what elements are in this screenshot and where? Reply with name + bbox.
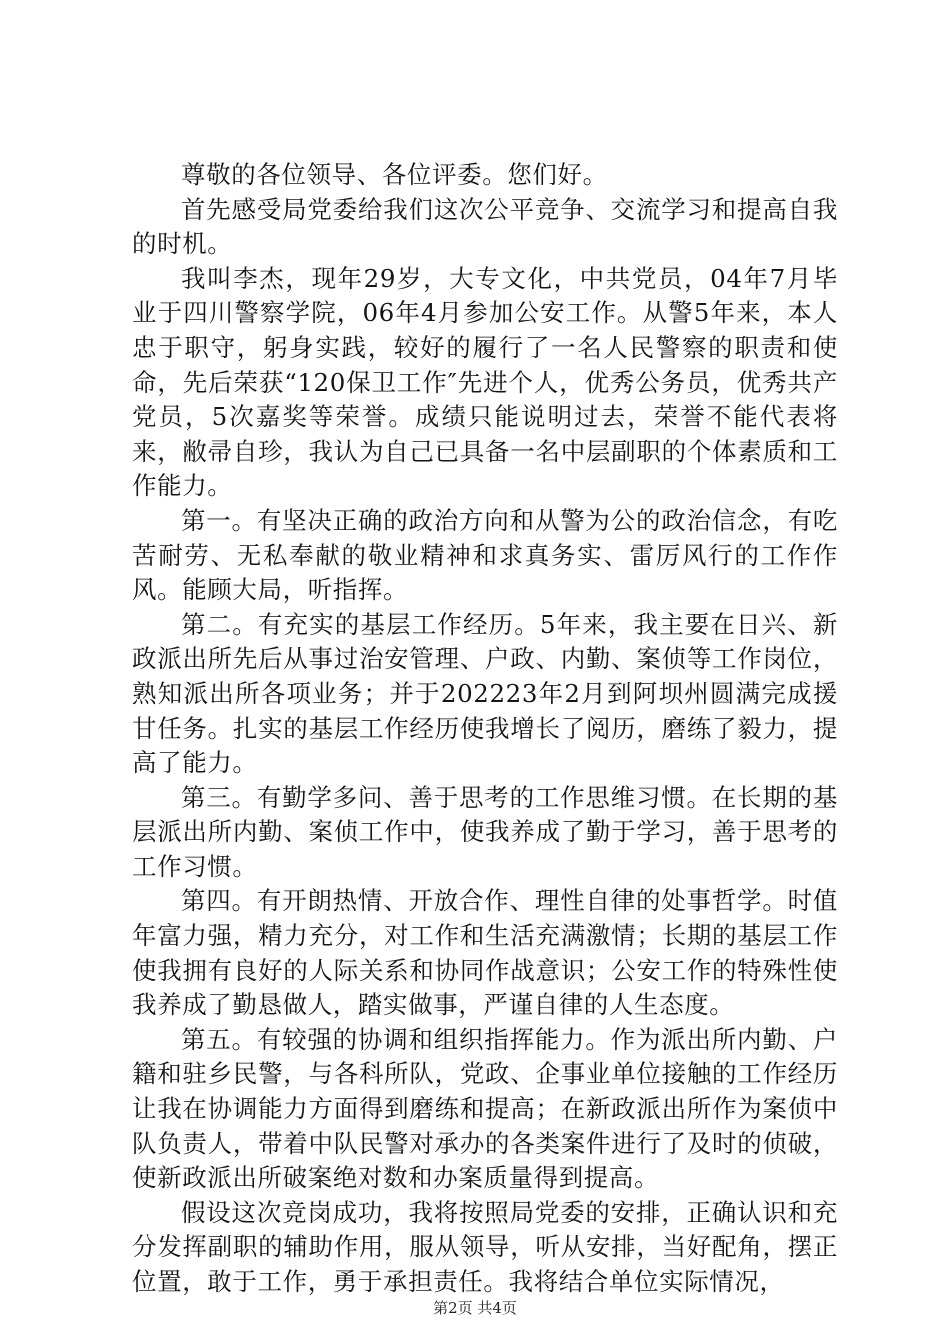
- paragraph-point-three: 第三。有勤学多问、善于思考的工作思维习惯。在长期的基层派出所内勤、案侦工作中，使我养成了勤于学习，善于思考的工作习惯。: [132, 782, 838, 881]
- document-body: [132, 158, 838, 1300]
- paragraph-introduction: 我叫李杰，现年29岁，大专文化，中共党员，04年7月毕业于四川警察学院，06年4月参加公安工作。从警5年来，本人忠于职守，躬身实践，较好的履行了一名人民警察的职责和使命，先后荣获“120保卫工作″先进个人，优秀公务员，优秀共产党员，5次嘉奖等荣誉。成绩只能说明过去，荣誉不能代表将来，敝帚自珍，我认为自己已具备一名中层副职的个体素质和工作能力。: [132, 263, 838, 501]
- page-number-footer: 第2页 共4页: [433, 1299, 517, 1317]
- paragraph-thanks: 首先感受局党委给我们这次公平竞争、交流学习和提高自我的时机。: [132, 194, 838, 259]
- paragraph-greeting: 尊敬的各位领导、各位评委。您们好。: [181, 160, 608, 189]
- paragraph-point-five: 第五。有较强的协调和组织指挥能力。作为派出所内勤、户籍和驻乡民警，与各科所队，党政、企事业单位接触的工作经历让我在协调能力方面得到磨练和提高；在新政派出所作为案侦中队负责人，带着中队民警对承办的各类案件进行了及时的侦破，使新政派出所破案绝对数和办案质量得到提高。: [132, 1024, 838, 1193]
- paragraph-point-one: 第一。有坚决正确的政治方向和从警为公的政治信念，有吃苦耐劳、无私奉献的敬业精神和求真务实、雷厉风行的工作作风。能顾大局，听指挥。: [132, 505, 838, 605]
- paragraph-point-four: 第四。有开朗热情、开放合作、理性自律的处事哲学。时值年富力强，精力充分，对工作和生活充满激情；长期的基层工作使我拥有良好的人际关系和协同作战意识；公安工作的特殊性使我养成了勤恳做人，踏实做事，严谨自律的人生态度。: [132, 886, 838, 1020]
- paragraph-commitment: 假设这次竞岗成功，我将按照局党委的安排，正确认识和充分发挥副职的辅助作用，服从领导，听从安排，当好配角，摆正位置，敢于工作，勇于承担责任。我将结合单位实际情况，: [132, 1197, 838, 1296]
- paragraph-point-two: 第二。有充实的基层工作经历。5年来，我主要在日兴、新政派出所先后从事过治安管理、户政、内勤、案侦等工作岗位，熟知派出所各项业务；并于202223年2月到阿坝州圆满完成援甘任务。扎实的基层工作经历使我增长了阅历，磨练了毅力，提高了能力。: [132, 609, 838, 778]
